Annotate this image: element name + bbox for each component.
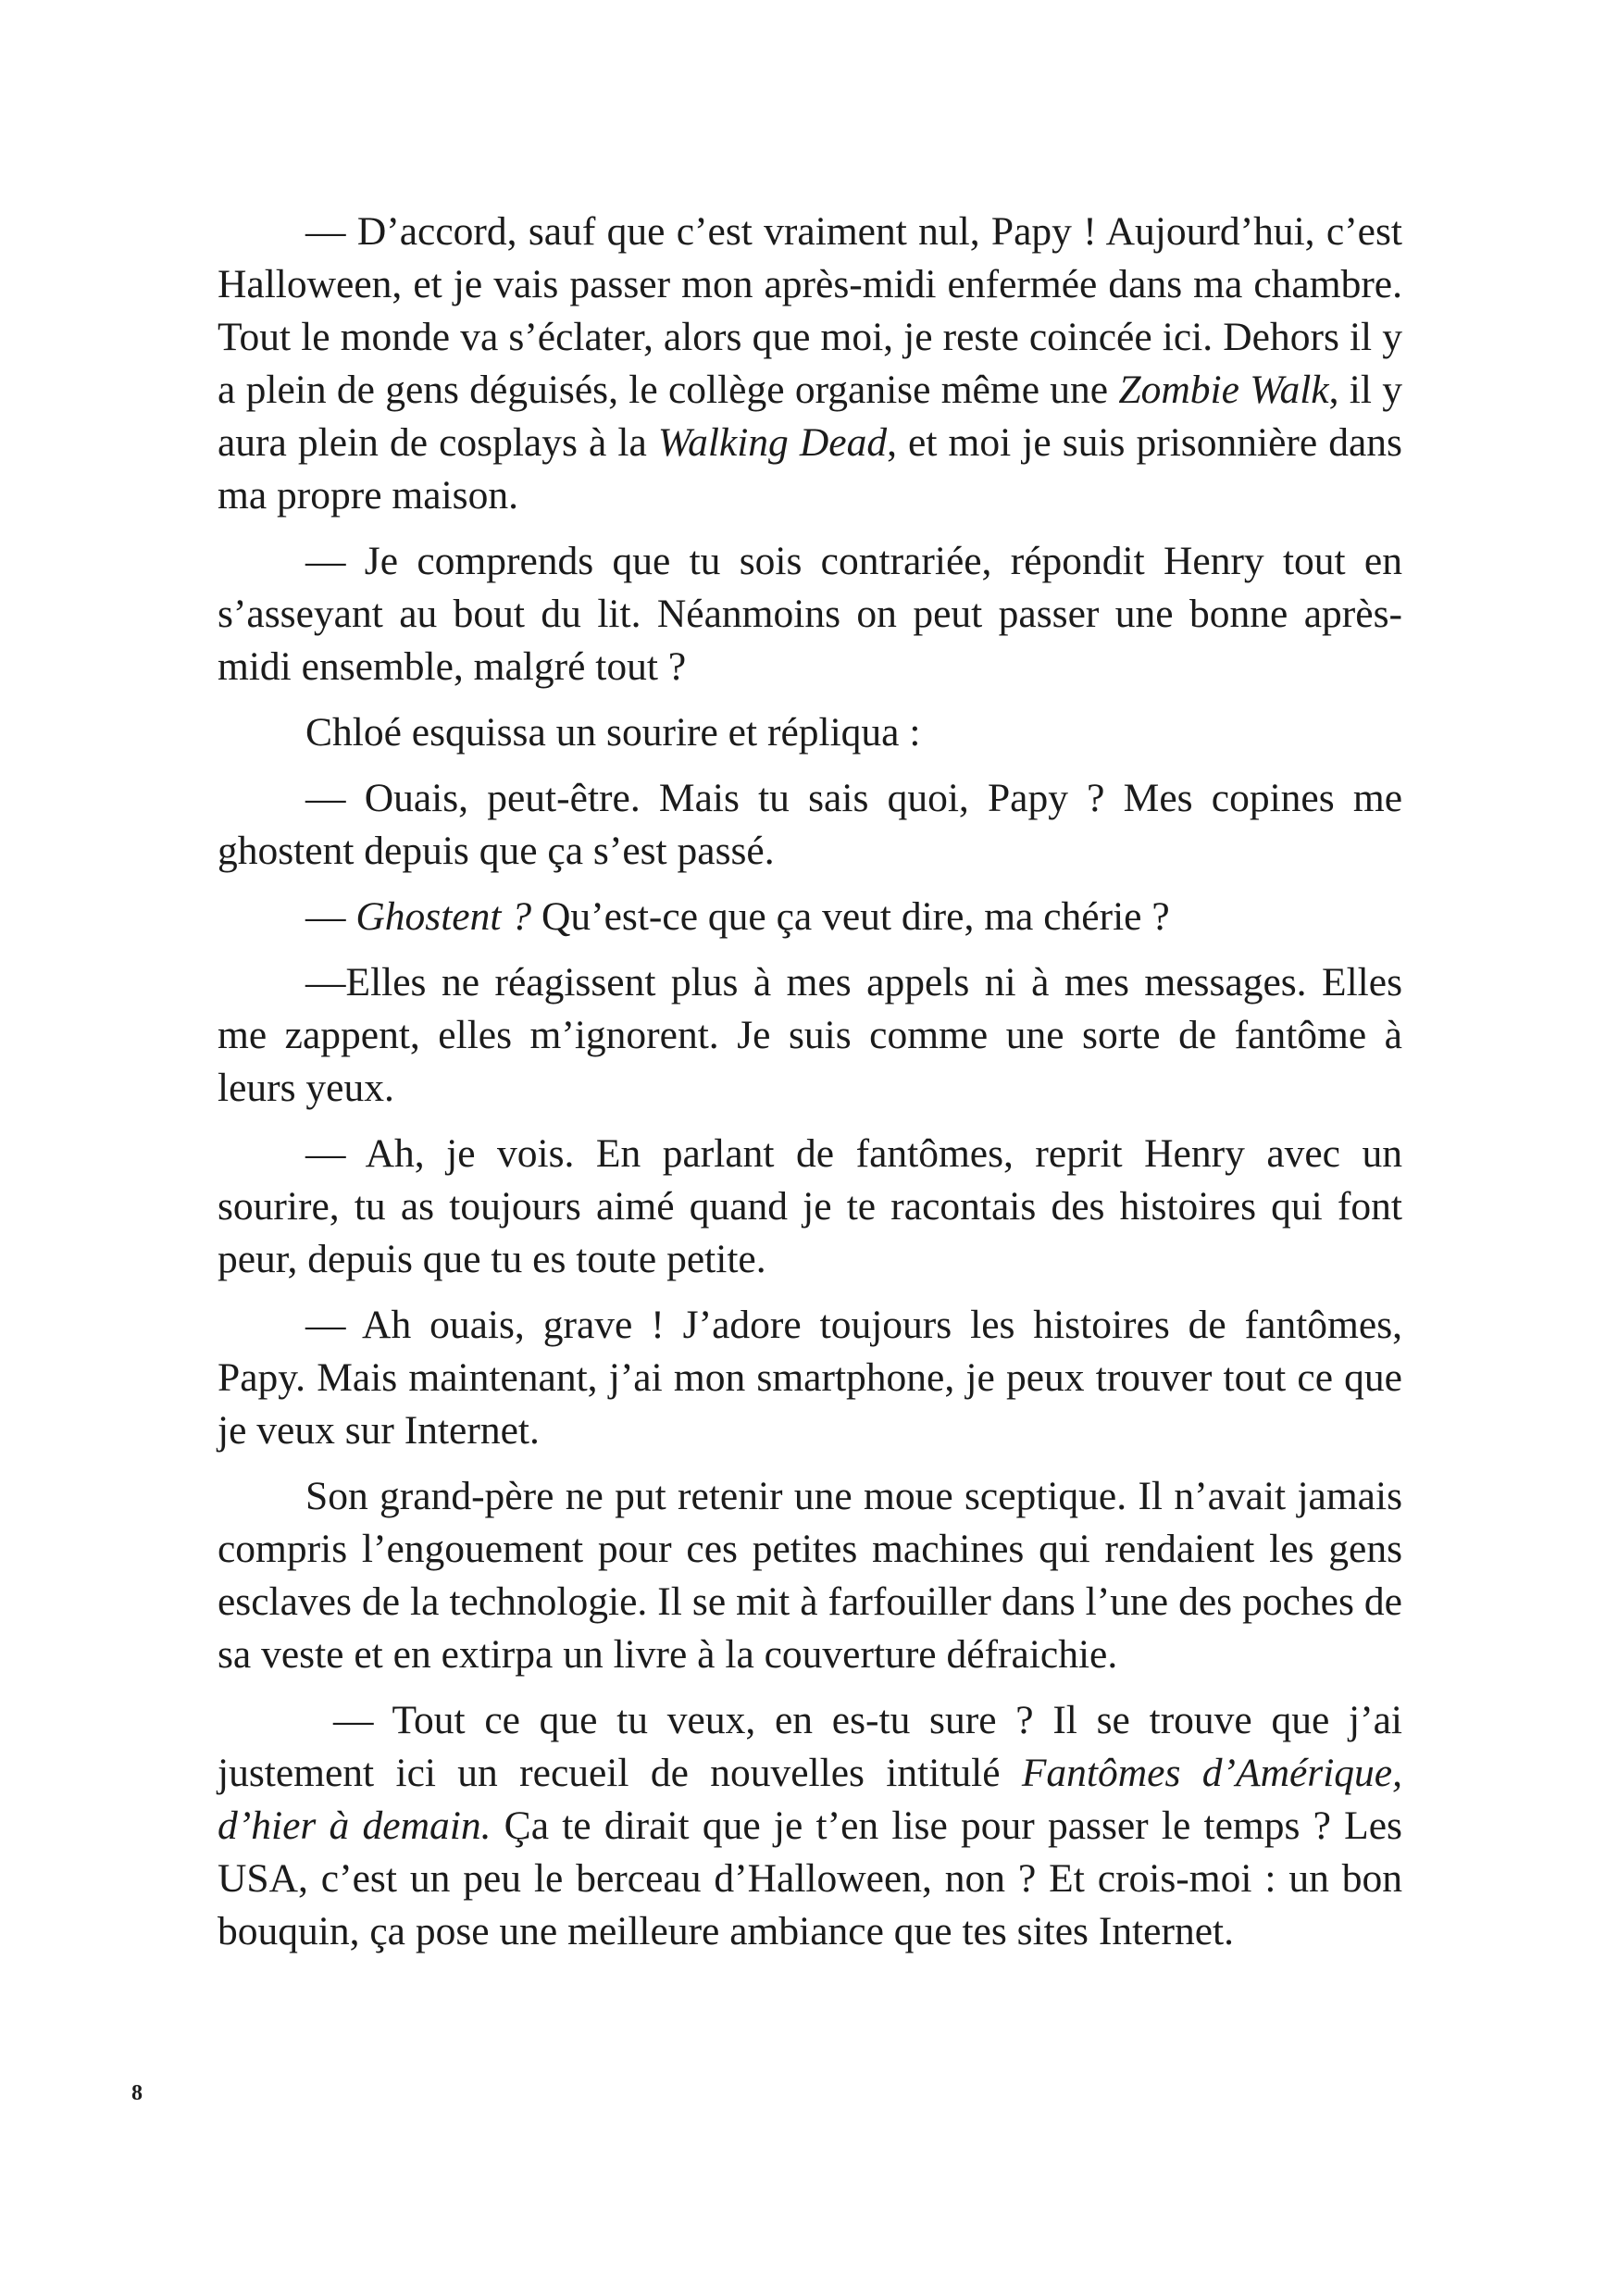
paragraph: Chloé esquissa un sourire et répliqua : — [305, 710, 921, 755]
paragraph: — D’accord, sauf que c’est vraiment nul, Papy ! Aujourd’hui, c’est Halloween, et je vais passer mon après-midi enfermée dans ma chambre. Tout le monde va s’éclater, alors que moi, je reste coincée ici. Dehors il y a plein de gens déguisés, le collège organise même une Zombie Walk, il y aura plein de cosplays à la Walking Dead, et moi je suis prisonnière dans ma propre maison. — [218, 209, 1403, 518]
paragraph: —Elles ne réagissent plus à mes appels ni à mes messages. Elles me zappent, elles m’ignorent. Je suis comme une sorte de fantôme à leurs yeux. — [218, 960, 1402, 1110]
page-number: 8 — [131, 2081, 143, 2105]
paragraph: — Ghostent ? Qu’est-ce que ça veut dire, ma chérie ? — [305, 894, 1170, 939]
paragraph: — Ah ouais, grave ! J’adore toujours les histoires de fantômes, Papy. Mais maintenant, j’ai mon smartphone, je peux trouver tout ce que je veux sur Internet. — [218, 1303, 1402, 1453]
paragraph: — Ouais, peut-être. Mais tu sais quoi, Papy ? Mes copines me ghostent depuis que ça s’est passé. — [218, 776, 1402, 873]
paragraph: Son grand-père ne put retenir une moue sceptique. Il n’avait jamais compris l’engouement pour ces petites machines qui rendaient les gens esclaves de la technologie. Il se mit à farfouiller dans l’une des poches de sa veste et en extirpa un livre à la couverture défraichie. — [218, 1474, 1402, 1677]
paragraph: — Ah, je vois. En parlant de fantômes, reprit Henry avec un sourire, tu as toujours aimé quand je te racontais des histoires qui font peur, depuis que tu es toute petite. — [218, 1131, 1402, 1281]
paragraph: — Tout ce que tu veux, en es-tu sure ? Il se trouve que j’ai justement ici un recueil de nouvelles intitulé Fantômes d’Amérique, d’hier à demain. Ça te dirait que je t’en lise pour passer le temps ? Les USA, c’est un peu le berceau d’Halloween, non ? Et crois-moi : un bon bouquin, ça pose une meilleure ambiance que tes sites Internet. — [218, 1698, 1402, 1953]
body-text — [218, 206, 1402, 1958]
paragraph: — Je comprends que tu sois contrariée, répondit Henry tout en s’asseyant au bout du lit. Néanmoins on peut passer une bonne après-midi ensemble, malgré tout ? — [218, 539, 1402, 689]
